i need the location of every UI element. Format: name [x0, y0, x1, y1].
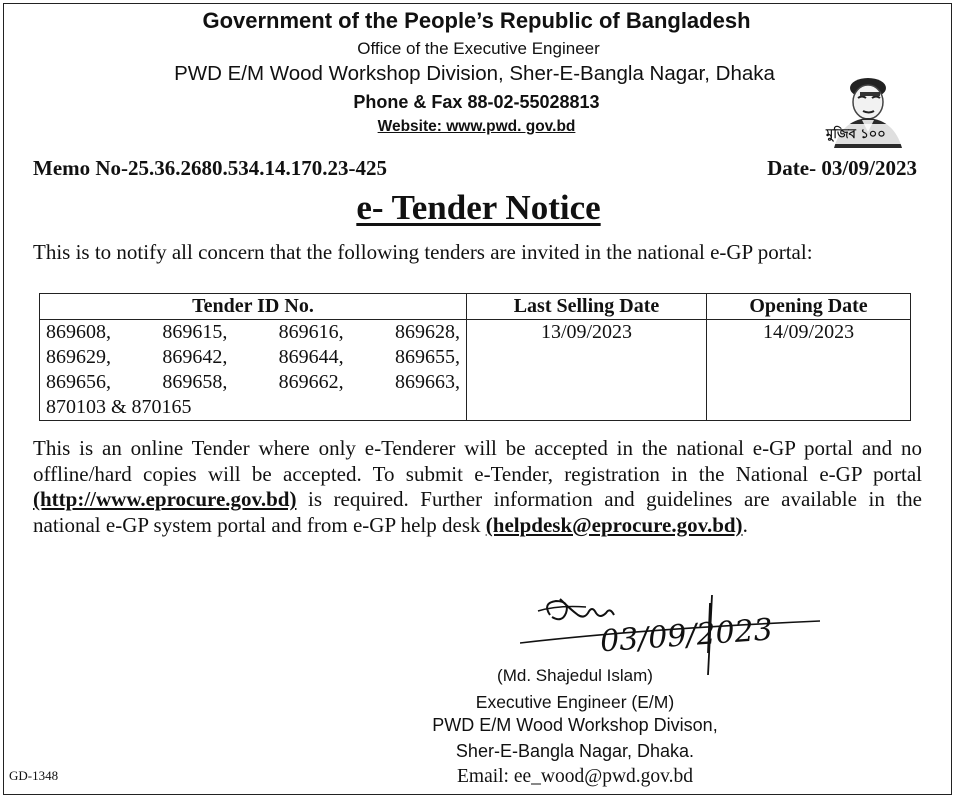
signatory-location: Sher-E-Bangla Nagar, Dhaka. [455, 741, 695, 761]
mujib-100-emblem [822, 68, 910, 148]
tender-table [39, 293, 911, 421]
tender-id-line: 869608, 869615, 869616, 869628, [46, 321, 460, 343]
body-text: . [742, 512, 748, 537]
table-row [40, 320, 911, 421]
table-header-row [40, 294, 911, 320]
tender-id-line: 869656, 869658, 869662, 869663, [46, 371, 460, 393]
signatory-name: (Md. Shajedul Islam) [497, 666, 653, 685]
header-opening-date: Opening Date [707, 294, 911, 320]
last-selling-date-cell: 13/09/2023 [466, 320, 706, 421]
handwritten-date: 03/09/2023 [598, 612, 774, 660]
phone-fax: Phone & Fax 88-02-55028813 [353, 92, 600, 112]
memo-date: Date- 03/09/2023 [767, 156, 917, 180]
division-heading: PWD E/M Wood Workshop Division, Sher-E-Bangla Nagar, Dhaka [174, 62, 775, 85]
tender-id-line: 869629, 869642, 869644, 869655, [46, 346, 460, 368]
body-paragraph [33, 436, 922, 538]
signatory-office: PWD E/M Wood Workshop Divison, [432, 715, 718, 735]
office-heading: Office of the Executive Engineer [357, 39, 600, 58]
body-text: This is an online Tender where only e-Tenderer will be accepted in the national e-GP portal and no offline/hard copies will be accepted. To submit e-Tender, registration in the National e-GP portal [33, 436, 922, 486]
intro-paragraph: This is to notify all concern that the following tenders are invited in the national e-GP portal: [33, 240, 813, 264]
website-link[interactable]: Website: www.pwd. gov.bd [377, 118, 576, 135]
memo-number: Memo No-25.36.2680.534.14.170.23-425 [33, 156, 388, 180]
body-text: is required. Further information and guidelines are available in the national e-GP system portal and from e-GP help desk [33, 487, 922, 537]
signatory-email[interactable]: Email: ee_wood@pwd.gov.bd [456, 766, 694, 787]
page-title: e- Tender Notice [356, 188, 601, 227]
gd-code: GD-1348 [9, 768, 59, 783]
signatory-designation: Executive Engineer (E/M) [475, 692, 675, 712]
emblem-text: মুজিব ১০০ [826, 127, 886, 142]
tender-id-cell [40, 320, 467, 421]
tender-id-line: 870103 & 870165 [46, 396, 192, 418]
header-last-selling-date: Last Selling Date [466, 294, 706, 320]
helpdesk-email-link[interactable]: (helpdesk@eprocure.gov.bd) [485, 512, 743, 537]
header-tender-id: Tender ID No. [40, 294, 467, 320]
government-heading: Government of the People’s Republic of Bangladesh [202, 8, 751, 33]
opening-date-cell: 14/09/2023 [707, 320, 911, 421]
eprocure-portal-link[interactable]: (http://www.eprocure.gov.bd) [33, 487, 297, 511]
